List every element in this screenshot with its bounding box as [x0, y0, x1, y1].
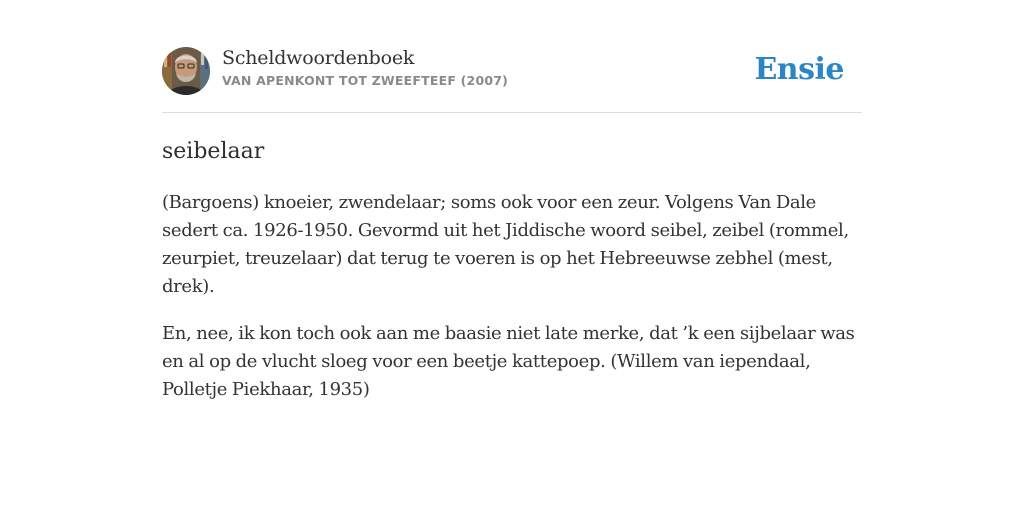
- author-portrait-icon: [162, 47, 210, 95]
- header: [162, 0, 862, 113]
- definition-paragraph: (Bargoens) knoeier, zwendelaar; soms ook voor een zeur. Volgens Van Dale sedert ca. 1926-1950. Gevormd uit het Jiddische woord seibel, zeibel (rommel, zeurpiet, treuzelaar) dat terug te voeren is op het Hebreeuwse zebhel (mest, drek).: [162, 192, 849, 297]
- entry-title: seibelaar: [162, 139, 265, 164]
- book-subtitle: VAN APENKONT TOT ZWEEFTEEF (2007): [222, 73, 509, 88]
- quotation-paragraph: En, nee, ik kon toch ook aan me baasie niet late merke, dat ’k een sijbelaar was en al op de vlucht sloeg voor een beetje kattepoep. (Willem van iependaal, Polletje Piekhaar, 1935): [162, 323, 855, 400]
- ensie-logo[interactable]: Ensie: [754, 52, 844, 87]
- author-avatar[interactable]: [162, 47, 210, 95]
- book-title[interactable]: Scheldwoordenboek: [222, 47, 415, 69]
- book-meta: [222, 47, 754, 88]
